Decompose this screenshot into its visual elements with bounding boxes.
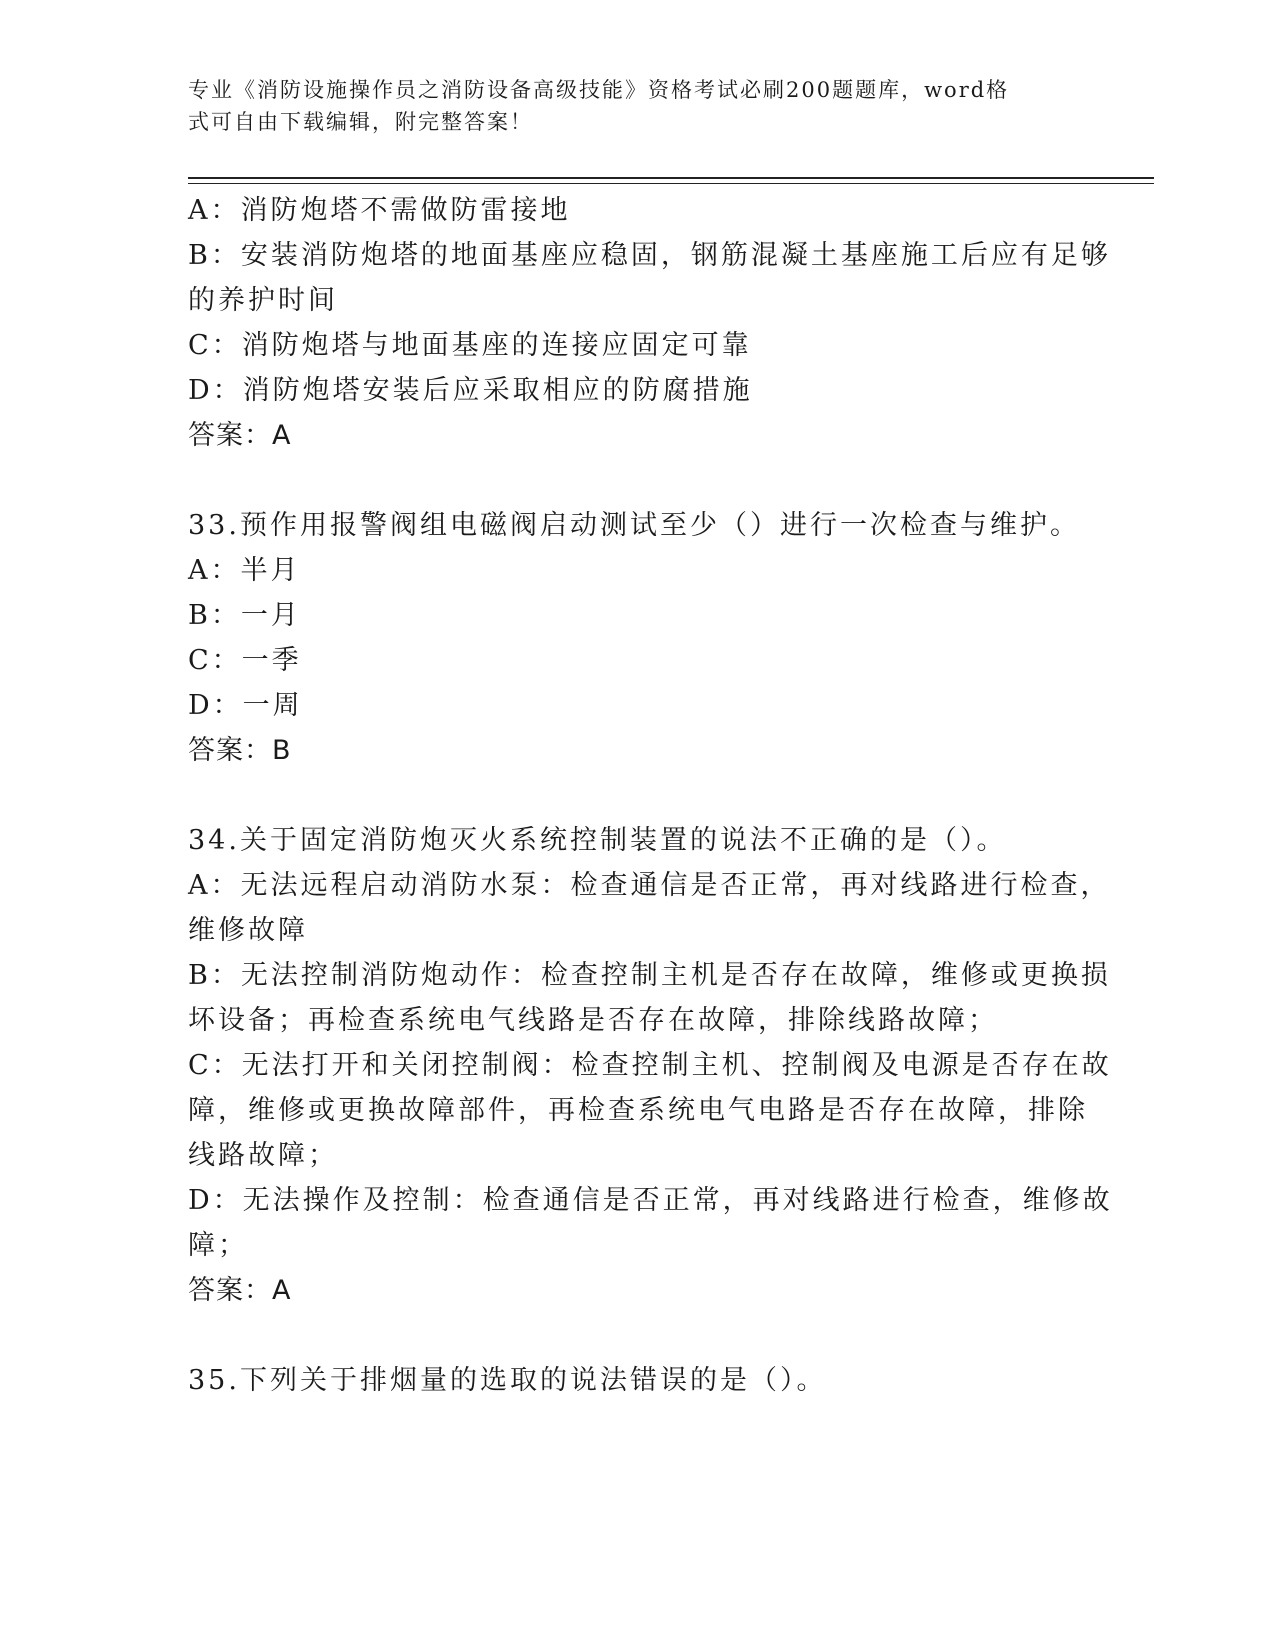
question-text: 34.关于固定消防炮灭火系统控制装置的说法不正确的是（）。 [188,825,1007,856]
option-line: B：无法控制消防炮动作：检查控制主机是否存在故障，维修或更换损 [188,960,1111,991]
option-line: C：一季 [188,645,302,676]
header-line-2: 式可自由下载编辑，附完整答案！ [188,110,533,134]
option-line: 维修故障 [188,915,308,946]
header-divider-thin [188,183,1154,184]
option-line: C：消防炮塔与地面基座的连接应固定可靠 [188,330,752,361]
option-line: 障； [188,1230,248,1261]
option-line: A：消防炮塔不需做防雷接地 [188,195,571,226]
option-line: 障，维修或更换故障部件，再检查系统电气电路是否存在故障，排除 [188,1095,1088,1126]
option-line: B：安装消防炮塔的地面基座应稳固，钢筋混凝土基座施工后应有足够 [188,240,1111,271]
answer-line: 答案：B [188,735,292,766]
question-32-block [188,188,1111,458]
option-line: D：无法操作及控制：检查通信是否正常，再对线路进行检查，维修故 [188,1185,1113,1216]
question-text: 33.预作用报警阀组电磁阀启动测试至少（）进行一次检查与维护。 [188,510,1080,541]
option-line: D：消防炮塔安装后应采取相应的防腐措施 [188,375,753,406]
answer-line: 答案：A [188,1275,292,1306]
question-35-block [188,1358,1088,1403]
question-text: 35.下列关于排烟量的选取的说法错误的是（）。 [188,1365,827,1396]
question-34-block [188,818,1113,1313]
question-content [188,188,1113,1403]
answer-line: 答案：A [188,420,292,451]
header-line-1: 专业《消防设施操作员之消防设备高级技能》资格考试必刷200题题库，word格 [188,78,1010,102]
option-line: 线路故障； [188,1140,338,1171]
option-line: 坏设备；再检查系统电气线路是否存在故障，排除线路故障； [188,1005,998,1036]
option-line: B：一月 [188,600,301,631]
question-33-block [188,503,1088,773]
option-line: 的养护时间 [188,285,338,316]
option-line: D：一周 [188,690,303,721]
option-line: A：无法远程启动消防水泵：检查通信是否正常，再对线路进行检查， [188,870,1111,901]
document-header [188,74,1068,138]
option-line: A：半月 [188,555,301,586]
header-divider-thick [188,177,1154,179]
option-line: C：无法打开和关闭控制阀：检查控制主机、控制阀及电源是否存在故 [188,1050,1112,1081]
